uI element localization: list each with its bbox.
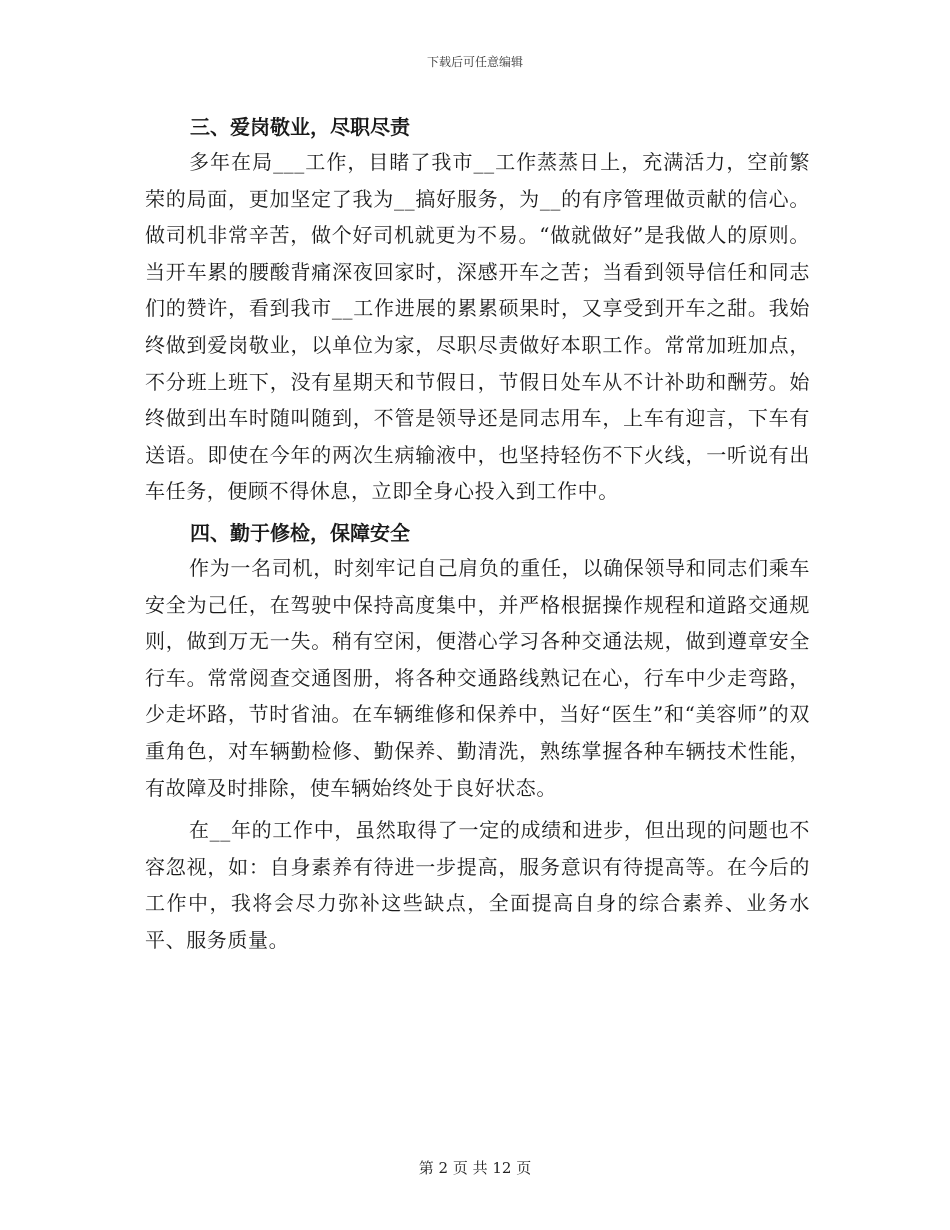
section-3-paragraph-1: 多年在局___工作，目睹了我市__工作蒸蒸日上，充满活力，空前繁荣的局面，更加坚定了我为__搞好服务，为__的有序管理做贡献的信心。做司机非常辛苦，做个好司机就更为不易。“做就做好”是我做人的原则。当开车累的腰酸背痛深夜回家时，深感开车之苦；当看到领导信任和同志们的赞许，看到我市__工作进展的累累硕果时，又享受到开车之甜。我始终做到爱岗敬业，以单位为家，尽职尽责做好本职工作。常常加班加点，不分班上班下，没有星期天和节假日，节假日处车从不计补助和酬劳。始终做到出车时随叫随到，不管是领导还是同志用车，上车有迎言，下车有送语。即使在今年的两次生病输液中，也坚持轻伤不下火线，一听说有出车任务，便顾不得休息，立即全身心投入到工作中。 [145,150,810,504]
section-heading-4: 四、勤于修检，保障安全 [190,520,410,545]
page-header: 下载后可任意编辑 [426,55,523,69]
page-number: 第 2 页 共 12 页 [418,1159,532,1177]
document-body [145,110,810,958]
section-4-paragraph-2: 在__年的工作中，虽然取得了一定的成绩和进步，但出现的问题也不容忽视，如：自身素养有待进一步提高，服务意识有待提高等。在今后的工作中，我将会尽力弥补这些缺点，全面提高自身的综合素养、业务水平、服务质量。 [145,818,810,952]
section-heading-3: 三、爱岗敬业，尽职尽责 [190,115,410,139]
section-4-paragraph-1: 作为一名司机，时刻牢记自己肩负的重任，以确保领导和同志们乘车安全为己任，在驾驶中保持高度集中，并严格根据操作规程和道路交通规则，做到万无一失。稍有空闲，便潜心学习各种交通法规，做到遵章安全行车。常常阅查交通图册，将各种交通路线熟记在心，行车中少走弯路，少走坏路，节时省油。在车辆维修和保养中，当好“医生”和“美容师”的双重角色，对车辆勤检修、勤保养、勤清洗，熟练掌握各种车辆技术性能，有故障及时排除，使车辆始终处于良好状态。 [145,555,810,800]
